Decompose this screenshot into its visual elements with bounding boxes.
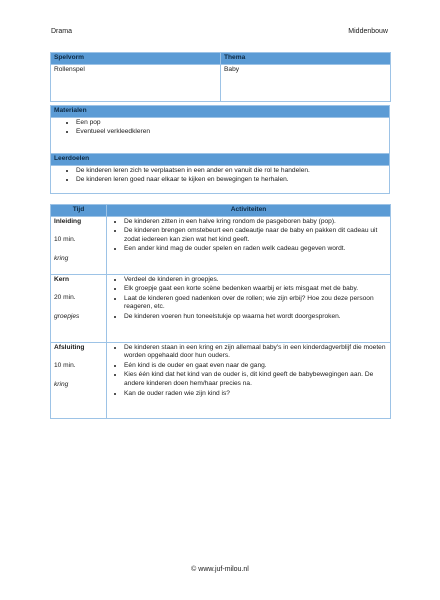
spelvorm-heading: Spelvorm [51,53,221,65]
materialen-heading: Materialen [51,106,390,118]
list-item: • Kies één kind dat het kind van de ouder is, dit kind geeft de babybewegingen aan. De andere kinderen doen hem/haar precies na. [124,371,387,388]
tijd-heading: Tijd [51,205,107,217]
phase-duration: 10 min. [54,362,76,370]
spelvorm-table [50,52,391,102]
list-item: • De kinderen leren goed naar elkaar te kijken en bewegingen te herhalen. [76,176,386,185]
schedule-table [50,204,391,419]
table-row [51,342,391,418]
table-row [51,216,391,274]
phase-mode: kring [54,254,69,262]
phase-mode: groepjes [54,312,80,320]
list-item: • Elk groepje gaat een korte scène bedenken waarbij er iets misgaat met de baby. [124,285,387,294]
phase-duration: 20 min. [54,294,76,302]
leerdoelen-heading: Leerdoelen [51,154,390,166]
leerdoelen-list [54,167,386,185]
list-item: • Een pop [76,119,386,128]
activiteiten-heading: Activiteiten [107,205,391,217]
materialen-list [54,119,386,137]
list-item: • De kinderen zitten in een halve kring rondom de pasgeboren baby (pop). [124,218,387,227]
list-item: • De kinderen staan in een kring en zijn allemaal baby's in een kinderdagverblijf die moeten worden opgehaald door hun ouders. [124,344,387,361]
phase-duration: 10 min. [54,236,76,244]
list-item: • Een ander kind mag de ouder spelen en raden welk cadeau gegeven wordt. [124,245,387,254]
footer-copyright: © www.juf-milou.nl [191,566,249,573]
phase-name: Inleiding [54,217,82,225]
activity-list [110,344,387,399]
list-item: • Laat de kinderen goed nadenken over de rollen; wie zijn erbij? Hoe zou deze persoon reageren, etc. [124,295,387,312]
list-item: • Verdeel de kinderen in groepjes. [124,276,387,285]
leerdoelen-table [50,153,390,194]
list-item: • De kinderen leren zich te verplaatsen in een ander en vanuit die rol te handelen. [76,167,386,176]
list-item: • Eventueel verkleedkleren [76,128,386,137]
phase-name: Afsluiting [54,343,85,351]
phase-name: Kern [54,275,70,283]
list-item: • De kinderen brengen omstebeurt een cadeautje naar de baby en pakken dit cadeau uit zodat iedereen kan zien wat het kind geeft. [124,227,387,244]
table-row [51,274,391,342]
header-group: Middenbouw [348,28,388,35]
phase-mode: kring [54,380,69,388]
activity-list [110,218,387,254]
thema-value: Baby [221,64,391,101]
materialen-table [50,105,390,156]
header-subject: Drama [51,28,73,35]
activity-list [110,276,387,322]
thema-heading: Thema [221,53,391,65]
list-item: • Kan de ouder raden wie zijn kind is? [124,390,387,399]
list-item: • De kinderen voeren hun toneelstukje op waarna het wordt doorgesproken. [124,313,387,322]
list-item: • Eén kind is de ouder en gaat even naar de gang. [124,362,387,371]
spelvorm-value: Rollenspel [51,64,221,101]
